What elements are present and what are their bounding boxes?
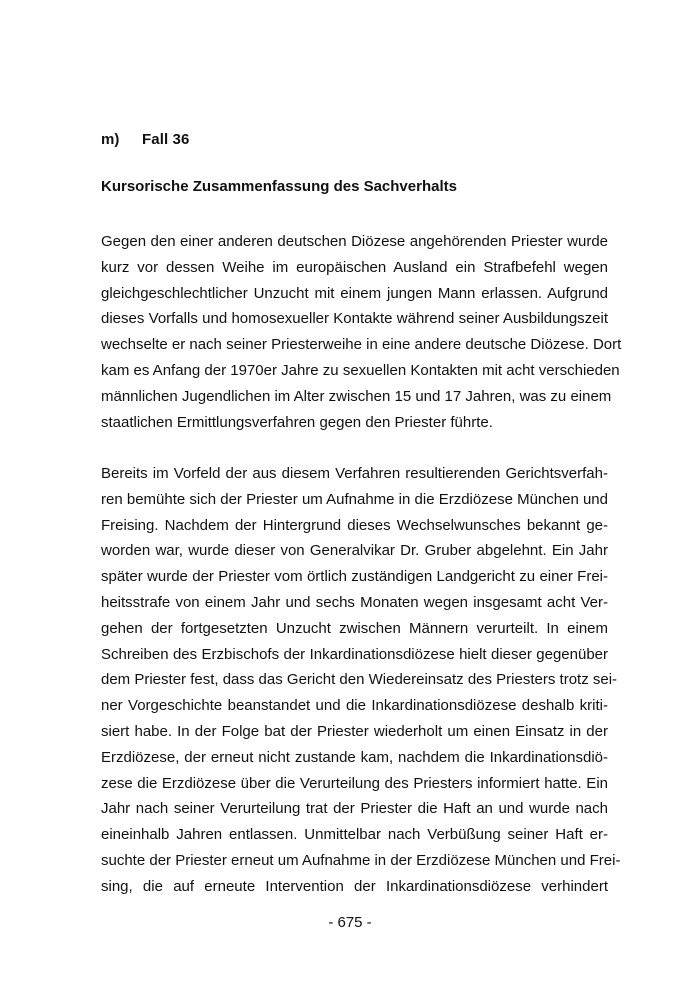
paragraph-line: Erzdiözese, der erneut nicht zustande kam, nachdem die Inkardinationsdiö- [101,748,608,766]
paragraph-line: worden war, wurde dieser von Generalvikar Dr. Gruber abgelehnt. Ein Jahr [101,542,608,560]
paragraph-line: wechselte er nach seiner Priesterweihe in eine andere deutsche Diözese. Dort [101,336,622,354]
paragraph-line: Jahr nach seiner Verurteilung trat der Priester die Haft an und wurde nach [101,800,608,818]
paragraph-line: Bereits im Vorfeld der aus diesem Verfahren resultierenden Gerichtsverfah- [101,465,608,482]
paragraph-line: zese die Erzdiözese über die Verurteilung des Priesters informiert hatte. Ein [101,774,608,792]
section-marker: m) [101,131,120,148]
paragraph-line: ner Vorgeschichte beanstandet und die Inkardinationsdiözese deshalb kriti- [101,697,608,715]
paragraph-line: gehen der fortgesetzten Unzucht zwischen Männern verurteilt. In einem [101,619,608,637]
paragraph-line: Freising. Nachdem der Hintergrund dieses Wechselwunsches bekannt ge- [101,516,608,534]
paragraph-2 [101,461,621,900]
paragraph-line: sing, die auf erneute Intervention der Inkardinationsdiözese verhindert [101,877,608,895]
paragraph-line: ren bemühte sich der Priester um Aufnahme in die Erzdiözese München und [101,490,608,508]
paragraph-line: eineinhalb Jahren entlassen. Unmittelbar nach Verbüßung seiner Haft er- [101,826,608,844]
paragraph-line: staatlichen Ermittlungsverfahren gegen den Priester führte. [101,413,493,431]
paragraph-line: heitsstrafe von einem Jahr und sechs Monaten wegen insgesamt acht Ver- [101,593,608,611]
page-number: - 675 - [328,914,372,931]
paragraph-line: kam es Anfang der 1970er Jahre zu sexuellen Kontakten mit acht verschieden [101,361,620,379]
paragraph-line: Schreiben des Erzbischofs der Inkardinationsdiözese hielt dieser gegenüber [101,645,608,663]
paragraph-line: dem Priester fest, dass das Gericht den Wiedereinsatz des Priesters trotz sei- [101,671,618,689]
section-title: Fall 36 [142,131,190,148]
paragraph-line: Gegen den einer anderen deutschen Diözese angehörenden Priester wurde [101,233,608,250]
paragraph-line: suchte der Priester erneut um Aufnahme in der Erzdiözese München und Frei- [101,851,621,869]
paragraph-line: dieses Vorfalls und homosexueller Kontakte während seiner Ausbildungszeit [101,310,608,328]
subheading: Kursorische Zusammenfassung des Sachverhalts [101,178,457,195]
paragraph-line: kurz vor dessen Weihe im europäischen Ausland ein Strafbefehl wegen [101,258,608,276]
section-heading [101,131,189,148]
paragraph-line: siert habe. In der Folge bat der Priester wiederholt um einen Einsatz in der [101,722,608,740]
paragraph-line: gleichgeschlechtlicher Unzucht mit einem jungen Mann erlassen. Aufgrund [101,284,608,302]
paragraph-1 [101,229,622,435]
paragraph-line: später wurde der Priester vom örtlich zuständigen Landgericht zu einer Frei- [101,568,608,586]
paragraph-line: männlichen Jugendlichen im Alter zwischen 15 und 17 Jahren, was zu einem [101,387,612,405]
